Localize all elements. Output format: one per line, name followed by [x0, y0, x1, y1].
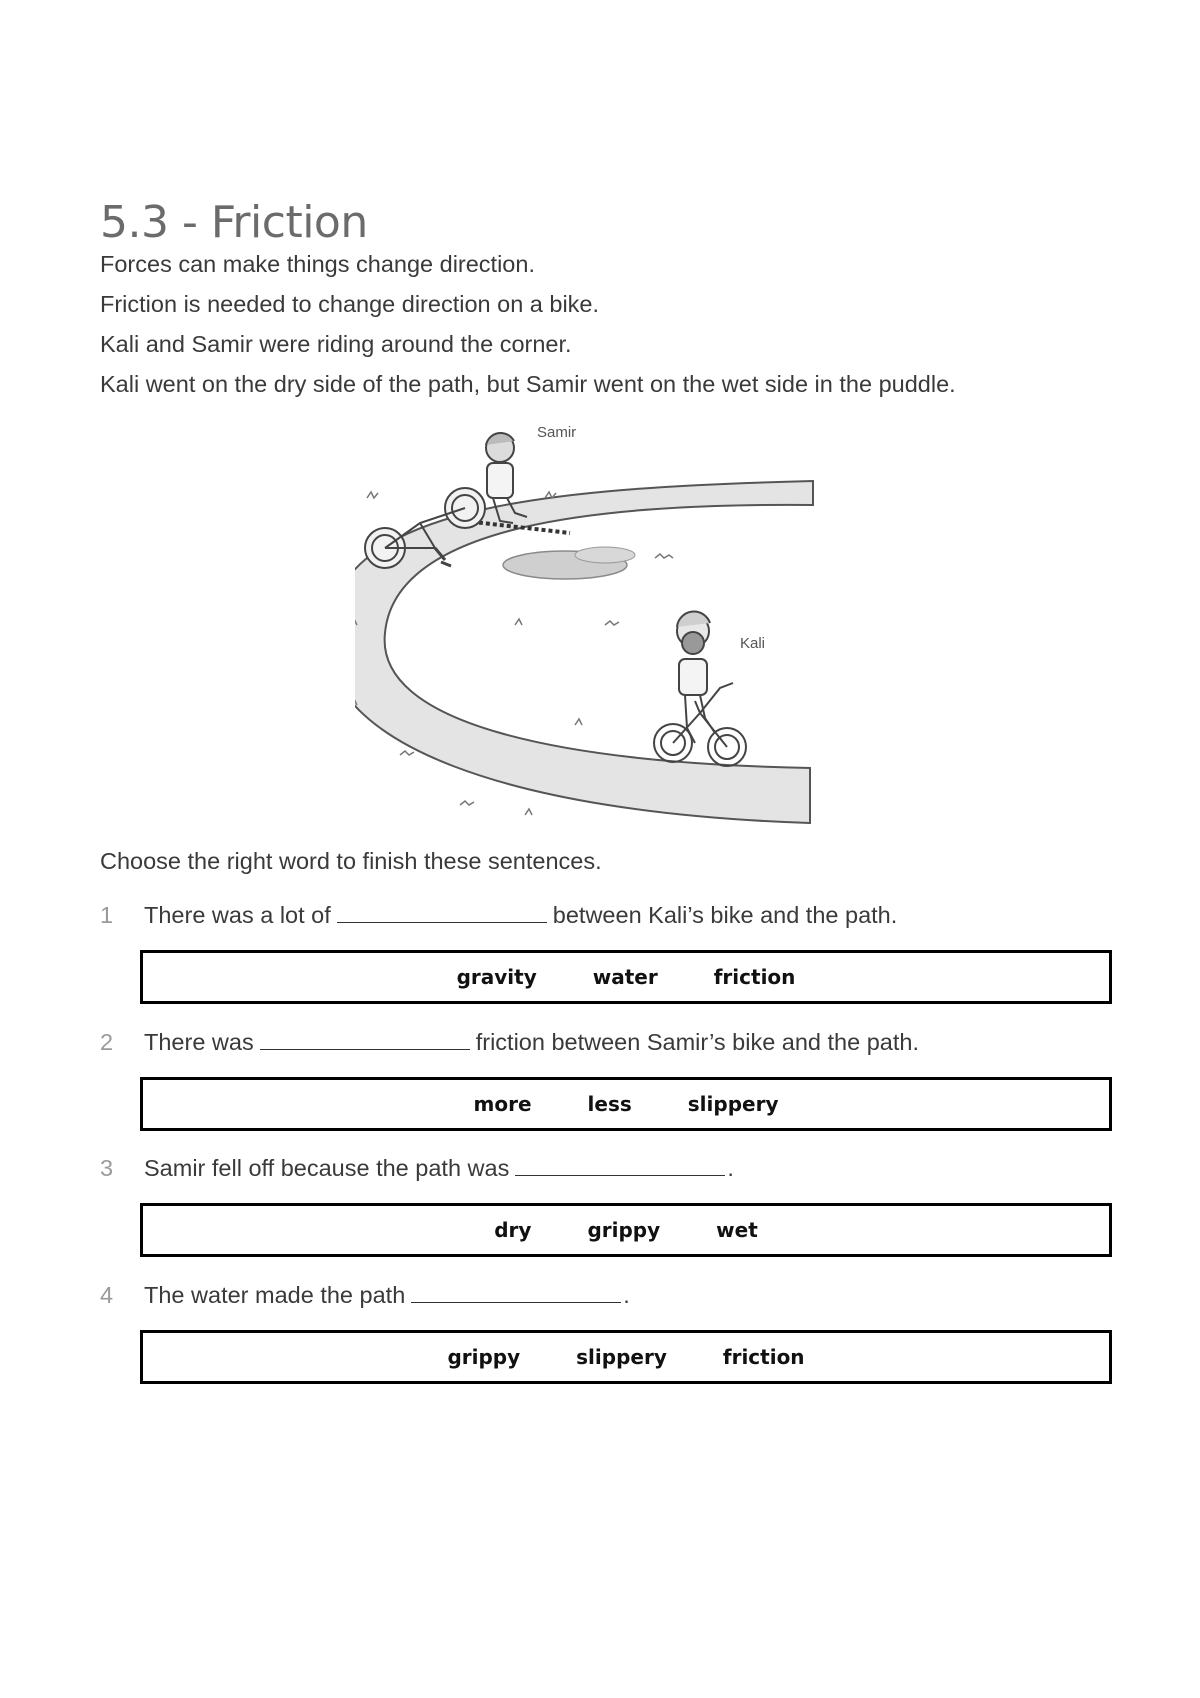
- curved-path: [355, 481, 813, 823]
- option-word[interactable]: wet: [716, 1218, 758, 1242]
- question-text-after: between Kali’s bike and the path.: [552, 902, 898, 928]
- bike-path-illustration: [355, 413, 865, 836]
- option-word[interactable]: friction: [713, 965, 796, 989]
- option-word[interactable]: grippy: [447, 1345, 521, 1369]
- option-word[interactable]: water: [592, 965, 658, 989]
- answer-blank[interactable]: [515, 1155, 725, 1176]
- option-word[interactable]: dry: [494, 1218, 532, 1242]
- intro-line: Kali and Samir were riding around the corner.: [100, 331, 572, 357]
- question-4: [100, 1282, 630, 1309]
- question-number: 1: [100, 902, 114, 928]
- samir-label: Samir: [537, 424, 577, 441]
- question-text-before: The water made the path: [144, 1282, 406, 1308]
- option-word[interactable]: slippery: [576, 1345, 667, 1369]
- option-word[interactable]: grippy: [587, 1218, 661, 1242]
- intro-line: Forces can make things change direction.: [100, 251, 535, 277]
- answer-blank[interactable]: [337, 902, 547, 923]
- intro-line: Friction is needed to change direction on a bike.: [100, 291, 600, 317]
- word-options-1: [140, 950, 1112, 1004]
- question-2: [100, 1029, 919, 1056]
- question-text-after: .: [623, 1282, 630, 1308]
- question-3: [100, 1155, 734, 1182]
- question-number: 3: [100, 1155, 114, 1181]
- option-word[interactable]: less: [587, 1092, 632, 1116]
- question-text-after: friction between Samir’s bike and the path.: [475, 1029, 919, 1055]
- option-word[interactable]: friction: [722, 1345, 805, 1369]
- question-number: 2: [100, 1029, 114, 1055]
- answer-blank[interactable]: [260, 1029, 470, 1050]
- instruction-text: Choose the right word to finish these sentences.: [100, 848, 602, 874]
- intro-text: [100, 247, 956, 407]
- word-options-3: [140, 1203, 1112, 1257]
- question-1: [100, 902, 897, 929]
- option-word[interactable]: gravity: [456, 965, 537, 989]
- page-title: 5.3 - Friction: [100, 197, 368, 249]
- question-text-before: There was: [144, 1029, 254, 1055]
- word-options-2: [140, 1077, 1112, 1131]
- kali-figure: [654, 612, 746, 766]
- question-text-before: There was a lot of: [144, 902, 331, 928]
- kali-label: Kali: [740, 635, 766, 652]
- answer-blank[interactable]: [411, 1282, 621, 1303]
- word-options-4: [140, 1330, 1112, 1384]
- option-word[interactable]: slippery: [687, 1092, 779, 1116]
- intro-line: Kali went on the dry side of the path, but Samir went on the wet side in the puddle.: [100, 371, 956, 397]
- question-number: 4: [100, 1282, 114, 1308]
- question-text-after: .: [727, 1155, 734, 1181]
- question-text-before: Samir fell off because the path was: [144, 1155, 510, 1181]
- option-word[interactable]: more: [473, 1092, 532, 1116]
